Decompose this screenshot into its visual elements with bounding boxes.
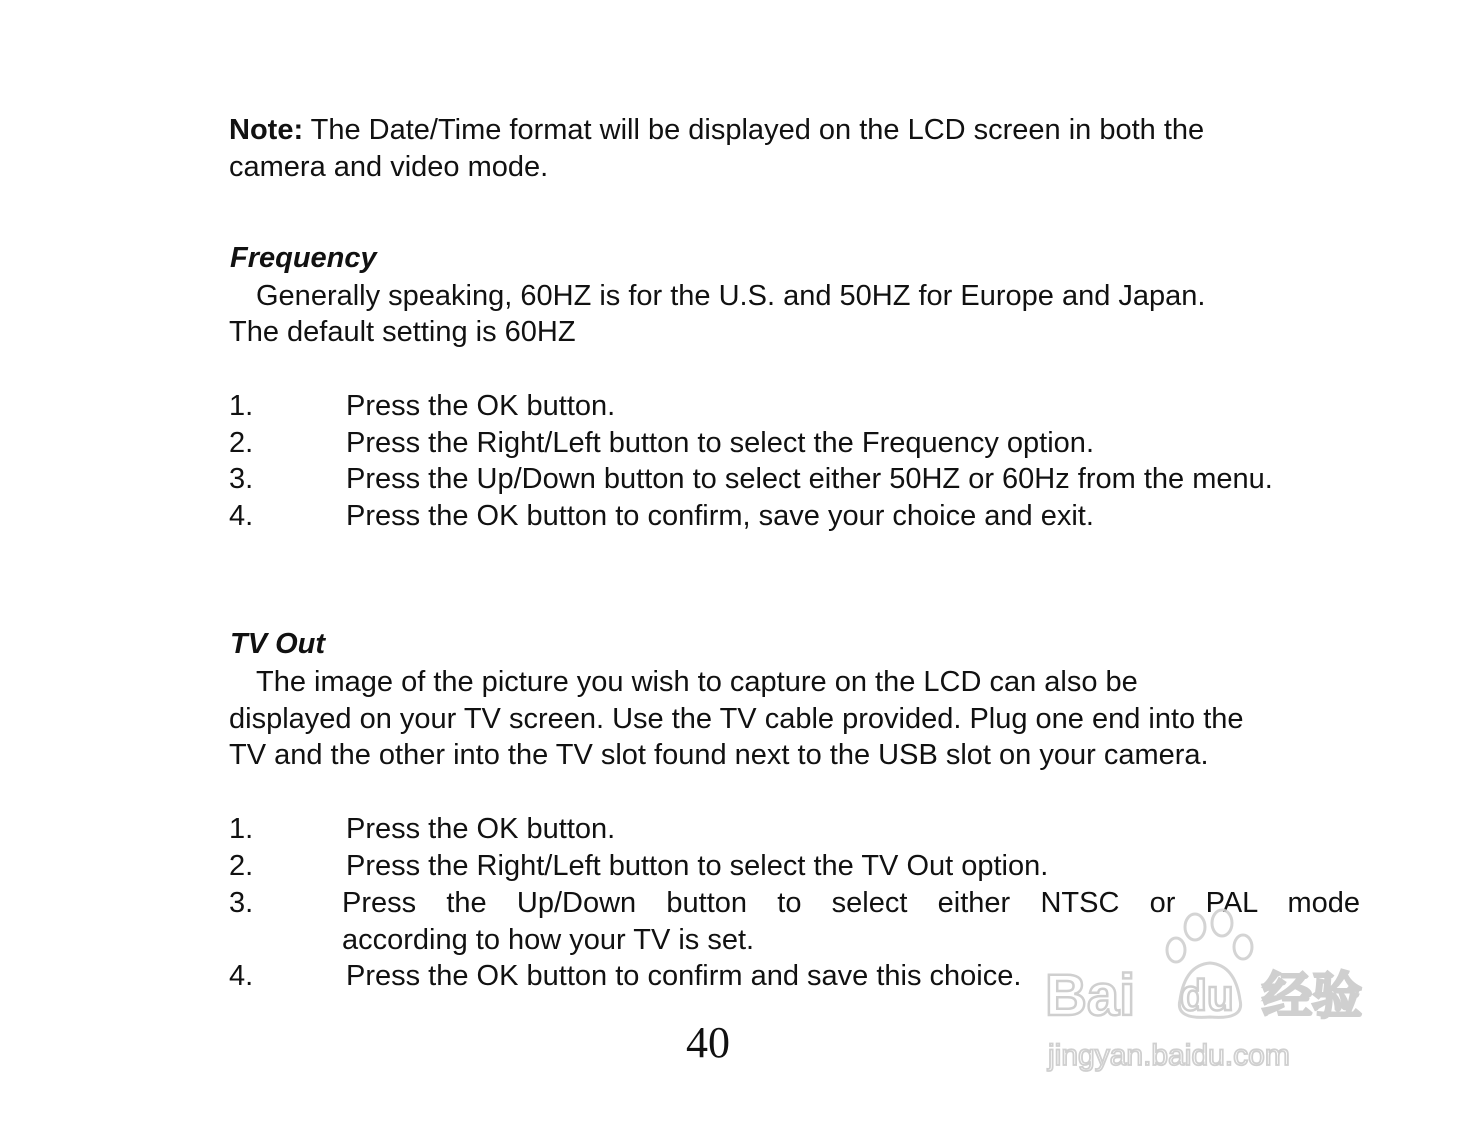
frequency-intro-line-2: The default setting is 60HZ	[229, 316, 576, 348]
frequency-step-text: Press the OK button.	[346, 390, 616, 422]
note-line-1	[229, 112, 1204, 148]
tv-out-step-text: Press the Up/Down button to select either NTSC or PAL mode	[342, 887, 1360, 919]
frequency-step-number: 4.	[229, 500, 254, 532]
tv-out-heading: TV Out	[230, 628, 326, 660]
tv-out-intro-line-1: The image of the picture you wish to capture on the LCD can also be	[256, 666, 1138, 698]
tv-out-step-text: Press the OK button to confirm and save this choice.	[346, 960, 1022, 992]
svg-text:经验: 经验	[1262, 967, 1362, 1025]
svg-text:Bai: Bai	[1045, 963, 1136, 1028]
svg-text:jingyan.baidu.com: jingyan.baidu.com	[1048, 1039, 1290, 1072]
note-text: The Date/Time format will be displayed on the LCD screen in both the	[303, 114, 1205, 146]
tv-out-step-number: 4.	[229, 960, 254, 992]
frequency-intro-line-1: Generally speaking, 60HZ is for the U.S. and 50HZ for Europe and Japan.	[256, 280, 1206, 312]
tv-out-intro-line-2: displayed on your TV screen. Use the TV cable provided. Plug one end into the	[229, 703, 1244, 735]
frequency-step-number: 1.	[229, 390, 254, 422]
baidu-jingyan-watermark-logo	[1040, 905, 1385, 1080]
tv-out-step-text: Press the OK button.	[346, 813, 616, 845]
tv-out-step-number: 2.	[229, 850, 254, 882]
frequency-heading: Frequency	[230, 242, 377, 274]
frequency-step-text: Press the OK button to confirm, save your choice and exit.	[346, 500, 1094, 532]
note-label: Note:	[229, 114, 304, 146]
tv-out-step-number: 3.	[229, 887, 254, 919]
page-number: 40	[686, 1018, 730, 1067]
svg-text:du: du	[1180, 971, 1234, 1020]
note-line-2: camera and video mode.	[229, 151, 549, 183]
tv-out-intro-line-3: TV and the other into the TV slot found next to the USB slot on your camera.	[229, 739, 1209, 771]
tv-out-step-number: 1.	[229, 813, 254, 845]
tv-out-step-text-continued: according to how your TV is set.	[342, 924, 755, 956]
tv-out-step-text: Press the Right/Left button to select the TV Out option.	[346, 850, 1049, 882]
frequency-step-text: Press the Up/Down button to select either 50HZ or 60Hz from the menu.	[346, 463, 1273, 495]
frequency-step-number: 3.	[229, 463, 254, 495]
frequency-step-number: 2.	[229, 427, 254, 459]
frequency-step-text: Press the Right/Left button to select the Frequency option.	[346, 427, 1094, 459]
